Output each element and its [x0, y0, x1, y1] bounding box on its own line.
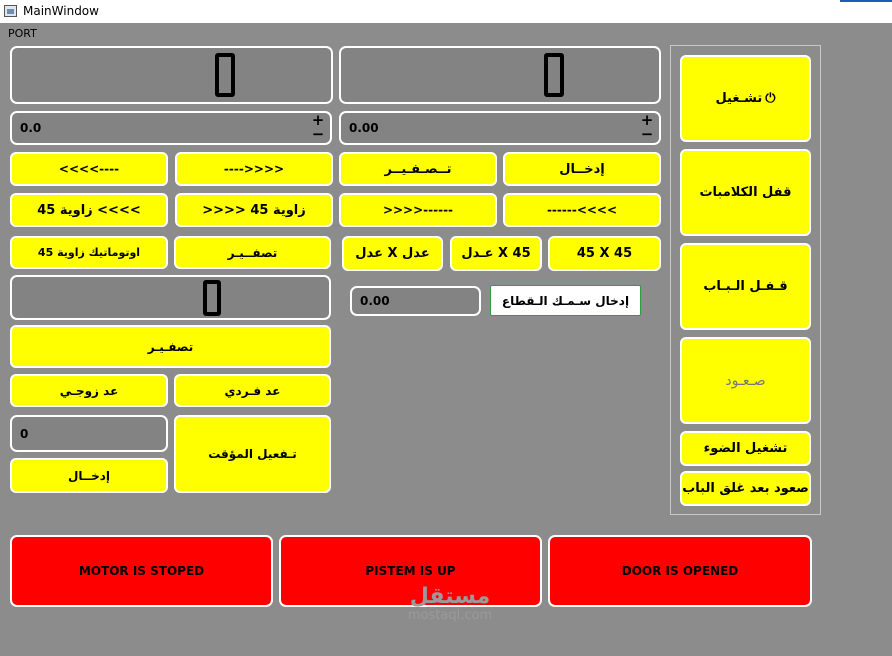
menu-port[interactable]: PORT — [8, 27, 37, 40]
up-button[interactable]: صـعـود — [680, 337, 811, 424]
watermark-arabic: مستقل — [409, 584, 491, 609]
lcd-digit — [215, 53, 235, 97]
spin-down-icon[interactable]: − — [640, 125, 654, 143]
cut-thickness-input[interactable] — [350, 286, 481, 316]
45-x-adl-button[interactable]: عـدل X 45 — [450, 236, 542, 271]
cut-thickness-button[interactable]: إدخال سـمـك الـقطاع — [490, 285, 641, 316]
timer-value: 0 — [20, 427, 29, 441]
spinbox-middle[interactable] — [339, 111, 661, 145]
spin-down-icon[interactable]: − — [311, 125, 325, 143]
lcd-display-middle — [339, 46, 661, 104]
watermark-url: mostaql.com — [407, 608, 493, 623]
lcd-display-counter — [10, 275, 331, 320]
power-icon: ⏻ — [765, 91, 776, 106]
spin-up-icon[interactable]: + — [640, 111, 654, 129]
light-button[interactable]: تشغيل الضوء — [680, 431, 811, 466]
window-icon — [4, 5, 17, 17]
run-label: تشـغيل — [715, 91, 763, 106]
lock-door-button[interactable]: قـفـل الـبـاب — [680, 243, 811, 330]
arrow-right-middle-button[interactable]: >>>>------ — [339, 193, 497, 227]
lcd-digit — [203, 280, 221, 316]
spin-up-icon[interactable]: + — [311, 111, 325, 129]
lcd-digit — [544, 53, 564, 97]
motor-status: MOTOR IS STOPED — [10, 535, 273, 607]
door-status: DOOR IS OPENED — [548, 535, 812, 607]
titlebar-accent — [840, 0, 892, 2]
timer-activate-button[interactable]: تـفعيل المؤقت — [174, 415, 331, 493]
window-title: MainWindow — [23, 4, 99, 18]
up-after-door-button[interactable]: صعود بعد غلق الباب — [680, 471, 811, 506]
arrow-left-button[interactable]: <<<<---- — [10, 152, 168, 186]
run-button[interactable] — [680, 55, 811, 142]
spinbox-left[interactable] — [10, 111, 332, 145]
enter-middle-button[interactable]: إدخــال — [503, 152, 661, 186]
spinbox-value: 0.0 — [20, 121, 42, 135]
title-bar — [0, 0, 892, 23]
lcd-display-left — [10, 46, 333, 104]
45-x-45-button[interactable]: 45 X 45 — [548, 236, 661, 271]
even-count-button[interactable]: عد زوجـي — [10, 374, 168, 407]
piston-status: PISTEM IS UP — [279, 535, 542, 607]
adl-x-adl-button[interactable]: عدل X عدل — [342, 236, 443, 271]
spinbox-value: 0.00 — [349, 121, 379, 135]
cut-thickness-value: 0.00 — [360, 294, 390, 308]
arrow-right-button[interactable]: ---->>>> — [175, 152, 333, 186]
watermark — [365, 586, 535, 623]
angle-45-left-button[interactable]: زاوية 45 <<<< — [10, 193, 168, 227]
arrow-left-middle-button[interactable]: ------<<<< — [503, 193, 661, 227]
odd-count-button[interactable]: عد فـردي — [174, 374, 331, 407]
auto-angle-45-button[interactable]: اوتوماتيك زاوية 45 — [10, 236, 168, 269]
timer-input[interactable] — [10, 415, 168, 452]
reset-wide-button[interactable]: تصفـيـر — [10, 325, 331, 368]
reset-middle-button[interactable]: تــصـفـيــر — [339, 152, 497, 186]
reset-small-button[interactable]: تصفــيـر — [174, 236, 331, 269]
angle-45-right-button[interactable]: >>>> زاوية 45 — [175, 193, 333, 227]
enter-button-left[interactable]: إدخــال — [10, 458, 168, 493]
lock-clamps-button[interactable]: قفل الكلامبات — [680, 149, 811, 236]
